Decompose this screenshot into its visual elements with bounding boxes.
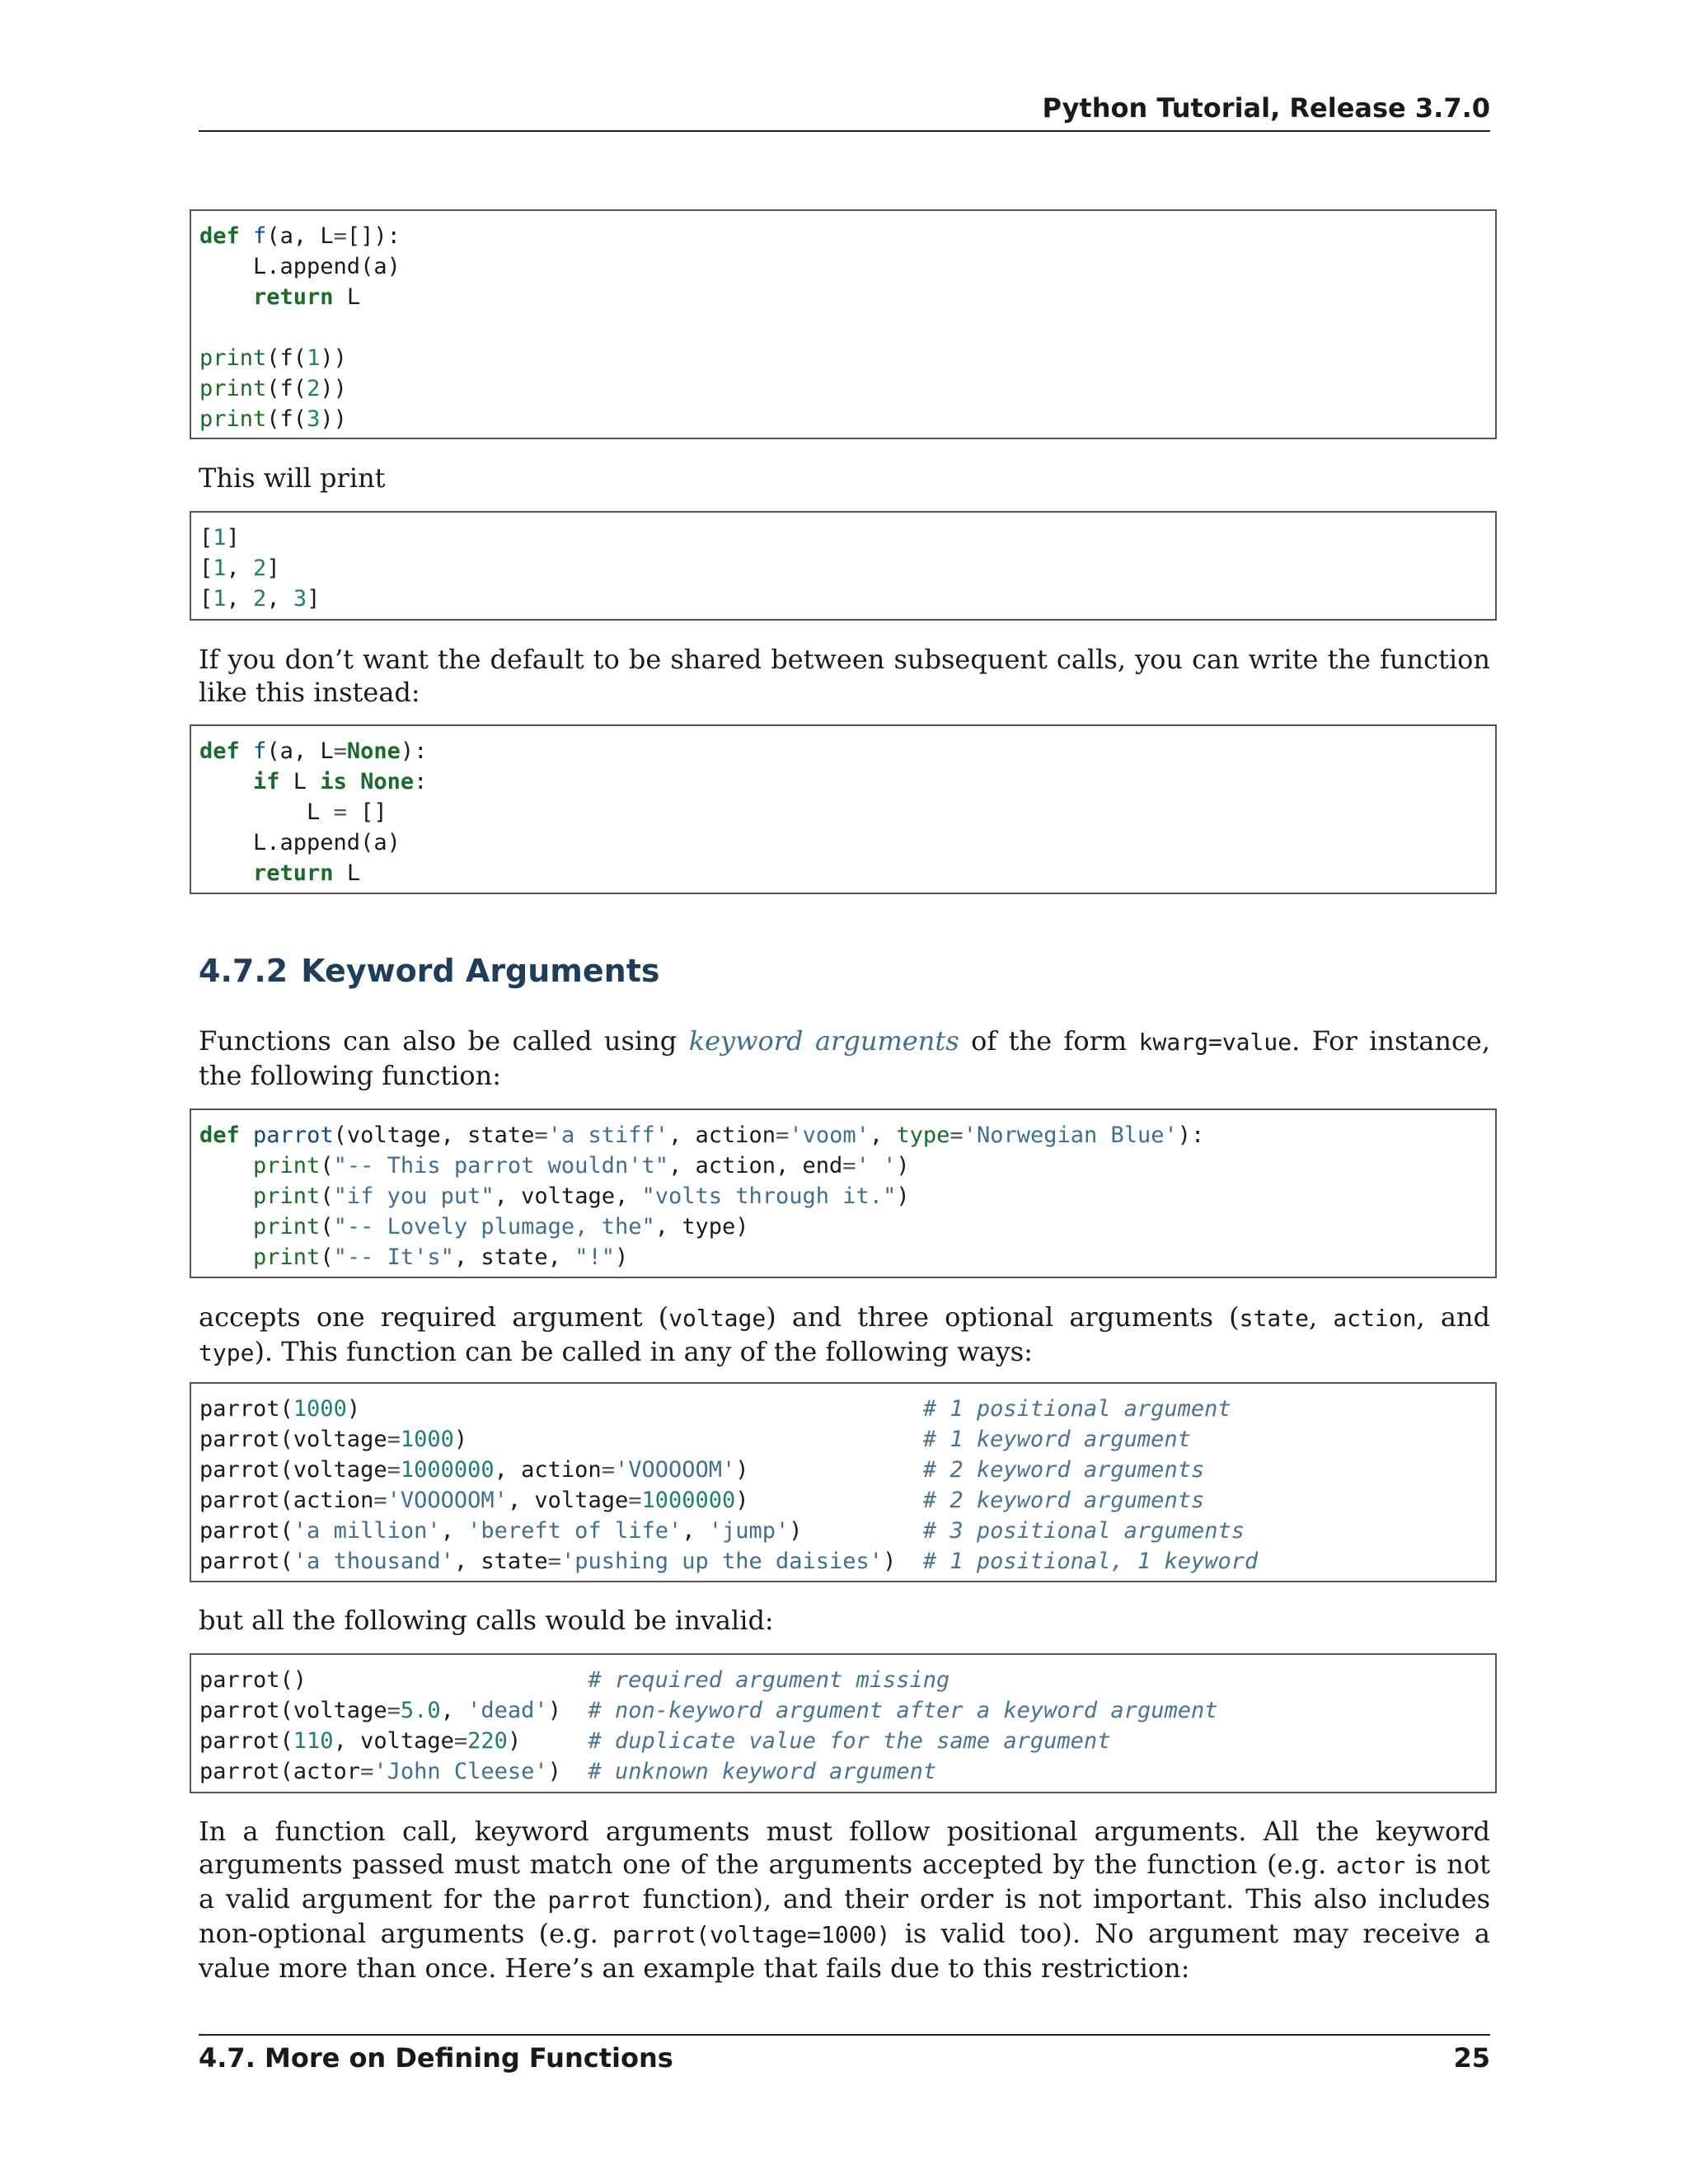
code-line: print("-- This parrot wouldn't", action, end=' ') <box>253 1153 910 1179</box>
code-line: L.append(a) <box>199 830 401 855</box>
text-run: . For instance, the following function: <box>199 1025 1491 1091</box>
paragraph-accepts-arguments <box>199 1301 1490 1370</box>
code-line: parrot(action='VOOOOOM', voltage=1000000) # 2 keyword arguments <box>199 1488 1205 1513</box>
code-block-none-default <box>190 724 1497 894</box>
code-block-invalid-calls <box>190 1653 1497 1793</box>
inline-code: voltage <box>668 1305 767 1332</box>
text-run: ) and three optional arguments ( <box>766 1301 1240 1333</box>
text-run: function), and their order is not important. This also includes non-optional arguments (e.g. <box>199 1883 1491 1949</box>
code-line: parrot(voltage=1000000, action='VOOOOOM') # 2 keyword arguments <box>199 1457 1205 1483</box>
section-title: Keyword Arguments <box>301 953 660 989</box>
code-line: parrot(110, voltage=220) # duplicate value for the same argument <box>199 1728 1111 1754</box>
section-heading <box>199 953 660 989</box>
code-block-output <box>190 511 1497 621</box>
code-line: print("-- It's", state, "!") <box>253 1244 629 1270</box>
code-line: print("-- Lovely plumage, the", type) <box>253 1214 749 1240</box>
code-line: if L is None: <box>253 769 428 794</box>
text-run: In a function call, keyword arguments must follow positional arguments. All the keyword arguments passed must match one of the arguments accepted by the function (e.g. <box>199 1816 1490 1880</box>
text-run: Functions can also be called using <box>199 1025 689 1057</box>
paragraph-default-shared: If you don’t want the default to be shared between subsequent calls, you can write the function like this instead: <box>199 644 1490 708</box>
code-block-parrot-def <box>190 1108 1497 1278</box>
code-line: [1, 2, 3] <box>199 586 321 612</box>
page-number: 25 <box>1453 2042 1490 2074</box>
inline-code: action <box>1333 1305 1417 1332</box>
text-run: ). This function can be called in any of the following ways: <box>254 1336 1033 1367</box>
code-line: parrot() # required argument missing <box>199 1667 950 1693</box>
code-block-default-list <box>190 209 1497 439</box>
code-line: L = [] <box>199 799 387 825</box>
paragraph-keyword-intro <box>199 1024 1490 1092</box>
code-line: print(f(2)) <box>199 376 347 401</box>
inline-code: parrot <box>547 1886 631 1914</box>
running-header: Python Tutorial, Release 3.7.0 <box>1042 92 1490 124</box>
inline-code: type <box>199 1339 255 1366</box>
code-line: def f(a, L=None): <box>199 738 428 764</box>
footer-rule <box>199 2034 1490 2036</box>
code-line: print(f(1)) <box>199 345 347 371</box>
code-block-valid-calls <box>190 1382 1497 1582</box>
code-line: return L <box>253 860 361 886</box>
section-number: 4.7.2 <box>199 953 288 989</box>
text-run: is valid too). No argument may receive a value more than once. Here’s an example that fails due to this restriction: <box>199 1918 1491 1984</box>
inline-code: actor <box>1335 1852 1406 1879</box>
code-line: parrot('a thousand', state='pushing up the daisies') # 1 positional, 1 keyword <box>199 1549 1259 1574</box>
text-run: , and <box>1416 1301 1491 1333</box>
code-line: parrot(voltage=1000) # 1 keyword argument <box>199 1427 1191 1452</box>
code-line: print("if you put", voltage, "volts through it.") <box>253 1183 910 1209</box>
header-rule <box>199 130 1490 132</box>
text-run: , <box>1308 1301 1334 1333</box>
paragraph-keyword-rules <box>199 1815 1490 1985</box>
paragraph-invalid-calls: but all the following calls would be invalid: <box>199 1605 774 1636</box>
code-line: [1] <box>199 525 240 551</box>
keyword-arguments-link[interactable]: keyword arguments <box>688 1025 959 1057</box>
text-run: accepts one required argument ( <box>199 1301 669 1333</box>
footer-section-title: 4.7. More on Defining Functions <box>199 2042 673 2074</box>
code-line: return L <box>253 284 361 310</box>
code-line <box>199 312 1495 343</box>
code-line: print(f(3)) <box>199 406 347 432</box>
inline-code: parrot(voltage=1000) <box>612 1921 891 1948</box>
code-line: parrot(voltage=5.0, 'dead') # non-keyword argument after a keyword argument <box>199 1698 1218 1723</box>
code-line: parrot(actor='John Cleese') # unknown keyword argument <box>199 1759 937 1784</box>
code-line: L.append(a) <box>199 254 401 279</box>
text-run: of the form <box>959 1025 1139 1057</box>
inline-code: kwarg=value <box>1138 1029 1292 1056</box>
code-line: [1, 2] <box>199 555 280 581</box>
inline-code: state <box>1239 1305 1309 1332</box>
code-line: def parrot(voltage, state='a stiff', action='voom', type='Norwegian Blue'): <box>199 1122 1205 1148</box>
code-line: parrot('a million', 'bereft of life', 'jump') # 3 positional arguments <box>199 1518 1245 1544</box>
text-run: is not a valid argument for the <box>199 1849 1491 1915</box>
paragraph-this-will-print: This will print <box>199 462 386 494</box>
code-line: parrot(1000) # 1 positional argument <box>199 1396 1231 1422</box>
code-line: def f(a, L=[]): <box>199 223 401 249</box>
